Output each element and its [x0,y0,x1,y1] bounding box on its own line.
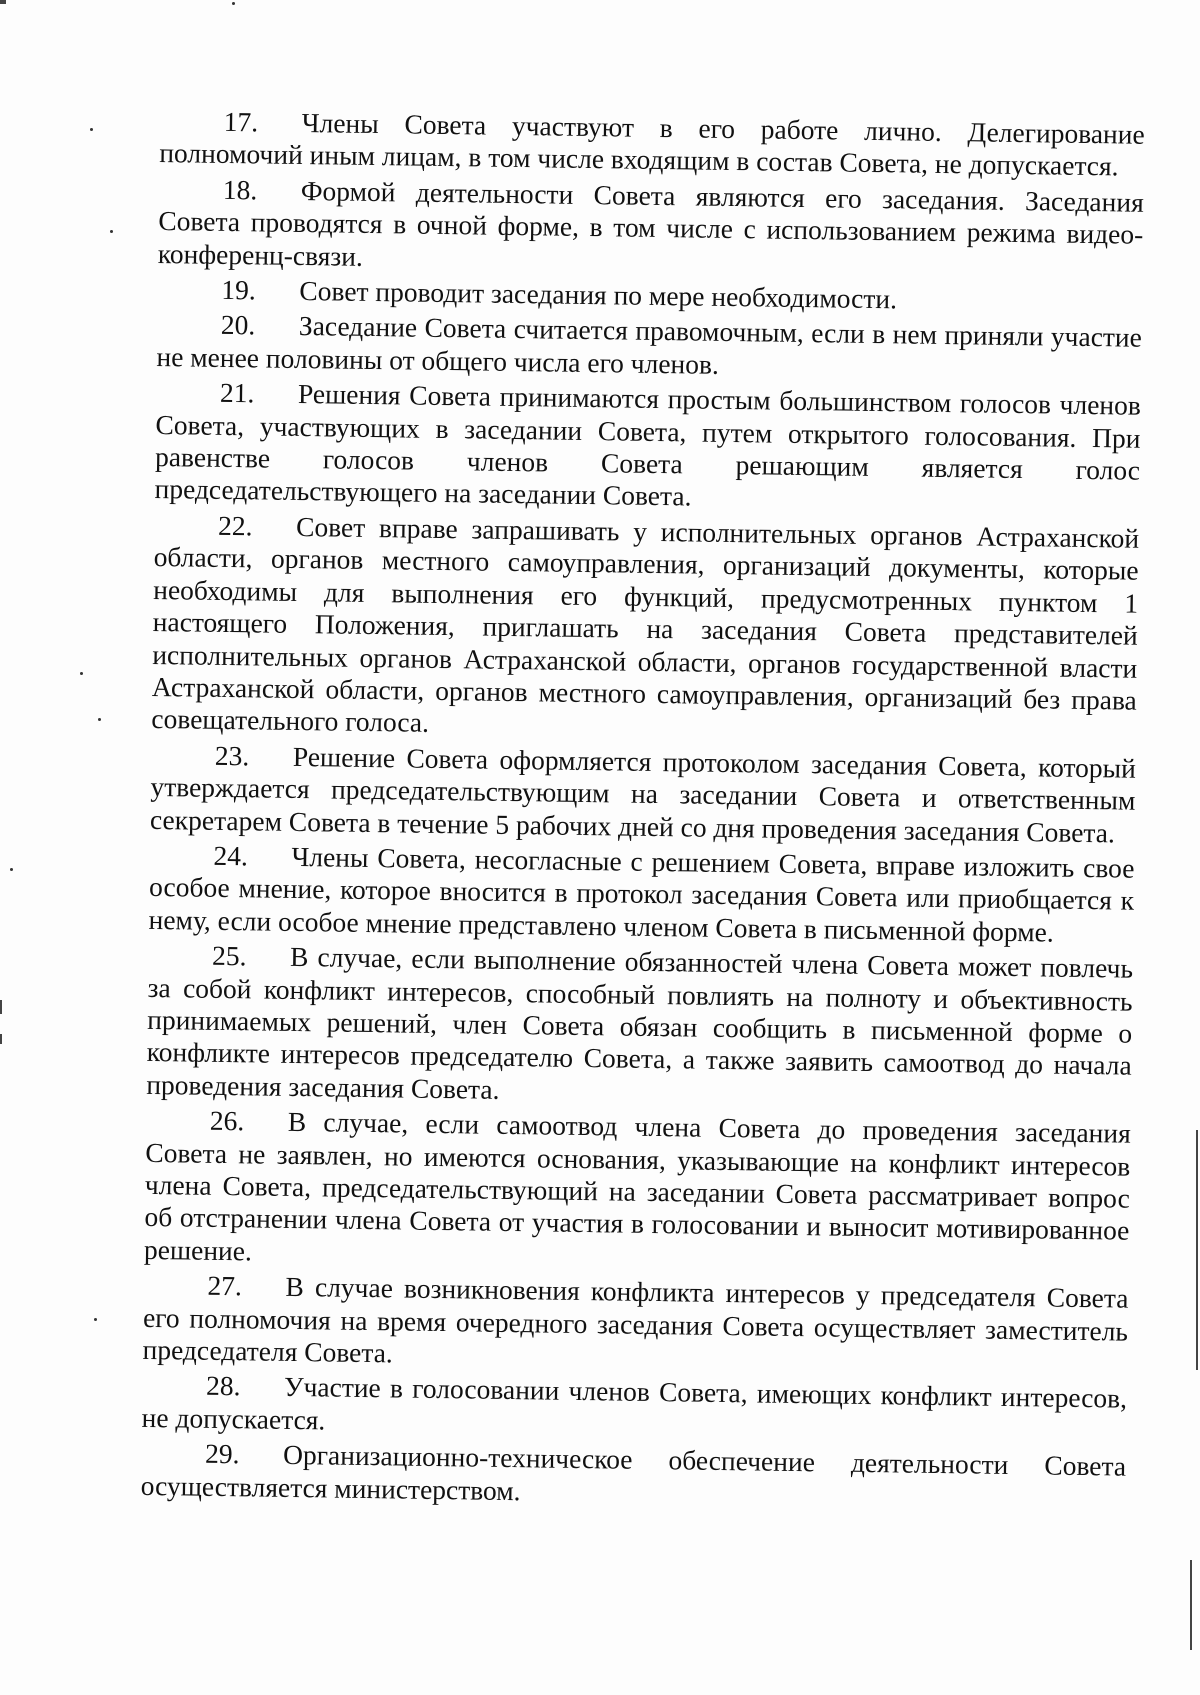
scan-speck [110,230,113,233]
paragraph-23 [150,739,1136,850]
paragraph-text: Члены Совета, несогласные с решением Совета, вправе изложить свое особое мнение, которое вносится в протокол заседания Совета или приобщается к нему, если особое мнение представлено членом Совета в письменной форме. [148,840,1135,948]
paragraph-number: 28. [205,1370,241,1402]
paragraph-text: В случае возникновения конфликта интересов у председателя Совета его полномочия на время очередного заседания Совета осуществляет заместитель председателя Совета. [142,1271,1129,1369]
paragraph-text: Формой деятельности Совета являются его заседания. Заседания Совета проводятся в очной форме, в том числе с использованием режима видео-конференц-связи. [157,174,1144,272]
scan-speck [232,2,235,5]
paragraph-number: 19. [221,273,257,306]
paragraph-number: 29. [204,1438,240,1470]
paragraph-text: Решения Совета принимаются простым большинством голосов членов Совета, участвующих в заседании Совета, путем открытого голосования. При равенстве голосов членов Совета решающим является голос председательствующего на заседании Совета. [154,378,1142,512]
paragraph-number: 26. [209,1104,245,1137]
paragraph-number: 20. [220,309,256,341]
paragraph-18 [158,173,1144,284]
paragraph-24 [148,839,1134,950]
scan-speck [10,868,13,871]
scan-edge-mark [1190,1560,1192,1650]
paragraph-text: Совет вправе запрашивать у исполнительных органов Астраханской области, органов местного самоуправления, организаций документы, которые необходимы для выполнения его функций, предусмотренных пунктом 1 настоящего Положения, приглашать на заседания Совета представителей исполнительных органов Астраханской области, органов государственной власти Астраханской области, органов местного самоуправления, организаций без права совещательного голоса. [151,510,1140,739]
paragraph-text: В случае, если самоотвод члена Совета до проведения заседания Совета не заявлен, но имеются основания, указывающие на конфликт интересов члена Совета, председательствующий на заседании Совета рассматривает вопрос об отстранении члена Совета от участия в голосовании и выносит мотивированное решение. [143,1106,1131,1267]
scan-speck [90,128,93,131]
paragraph-28 [141,1369,1127,1448]
paragraph-text: Совет проводит заседания по мере необходимости. [299,274,898,315]
paragraph-number: 21. [219,377,255,409]
paragraph-17 [159,105,1145,184]
paragraph-text: Заседание Совета считается правомочным, если в нем приняли участие не менее половины от общего числа его членов. [156,310,1143,380]
paragraph-text: Решение Совета оформляется протоколом заседания Совета, который утверждается председательствующим на заседании Совета и ответственным секретарем Совета в течение 5 рабочих дней со дня проведения заседания Совета. [149,740,1137,848]
scan-edge-mark [0,1000,2,1014]
paragraph-number: 25. [211,939,247,972]
paragraph-number: 23. [214,739,250,772]
scan-speck [80,672,83,675]
paragraph-21 [154,376,1141,519]
paragraph-text: Участие в голосовании членов Совета, имеющих конфликт интересов, не допускается. [141,1371,1128,1436]
scan-speck [94,1318,97,1321]
paragraph-26 [144,1104,1131,1280]
paragraph-25 [146,939,1133,1115]
paragraph-number: 17. [223,105,259,138]
scan-edge-mark [0,1034,2,1044]
paragraph-20 [156,308,1142,387]
paragraph-text: В случае, если выполнение обязанностей члена Совета может повлечь за собой конфликт интересов, способный повлиять на полноту и объективность принимаемых решений, член Совета обязан сообщить в письменной форме о конфликте интересов председателю Совета, а также заявить самоотвод до начала проведения заседания Совета. [146,941,1134,1105]
scan-edge-mark [0,0,6,4]
paragraph-number: 18. [222,173,258,206]
paragraph-text: Организационно-техническое обеспечение деятельности Совета осуществляется министерством. [140,1439,1127,1506]
paragraph-number: 24. [213,839,249,872]
scan-edge-mark [1196,1130,1198,1370]
paragraph-22 [151,509,1139,750]
document-body [140,105,1144,1519]
paragraph-27 [142,1269,1128,1380]
scan-speck [98,718,101,721]
paragraph-29 [140,1437,1126,1516]
paragraph-number: 22. [217,509,253,542]
paragraph-number: 27. [207,1269,243,1302]
paragraph-text: Члены Совета участвуют в его работе лично. Делегирование полномочий иным лицам, в том числе входящим в состав Совета, не допускается. [159,106,1145,182]
